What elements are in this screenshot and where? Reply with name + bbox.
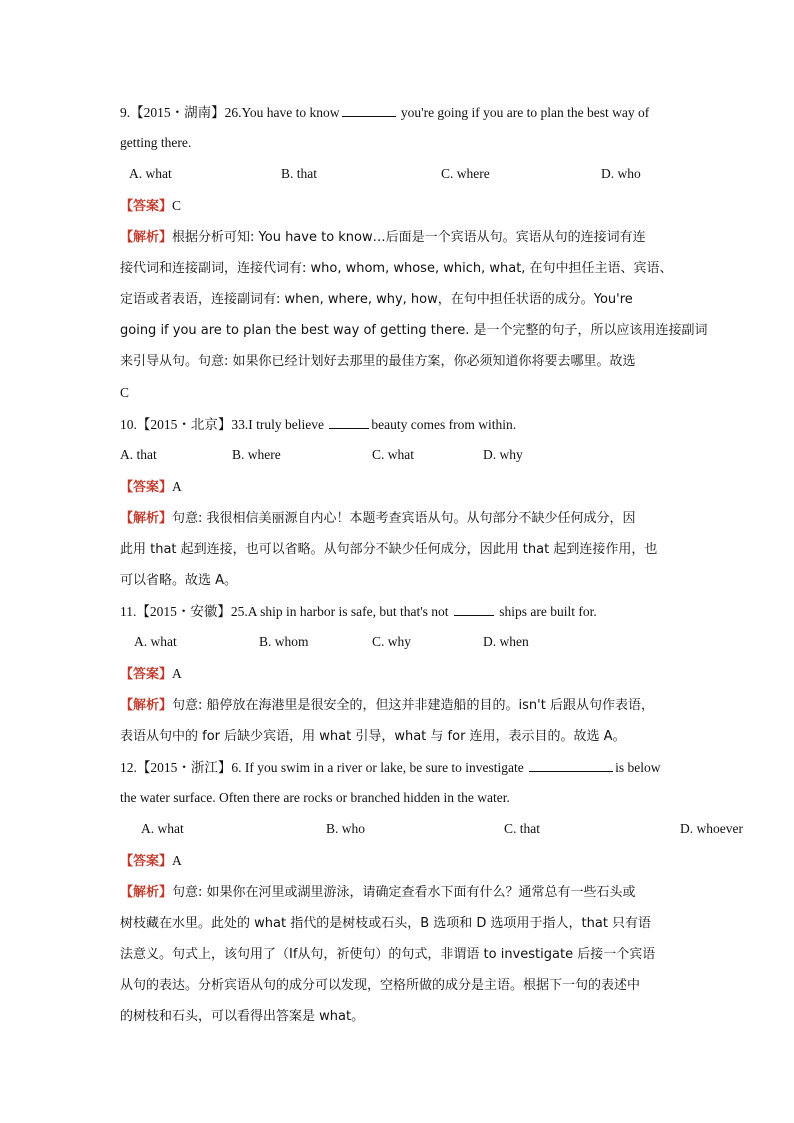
question-10-stem bbox=[120, 415, 680, 435]
answer-tag: 【答案】 bbox=[120, 667, 173, 682]
answer-value: A bbox=[172, 853, 182, 868]
question-9-stem-line2: getting there. bbox=[120, 135, 192, 150]
analysis-text: 句意: 如果你在河里或湖里游泳，请确定查看水下面有什么？通常总有一些石头或 bbox=[172, 885, 636, 900]
analysis-tag: 【解析】 bbox=[120, 230, 173, 245]
answer-value: C bbox=[172, 198, 182, 213]
question-9-tail: you're going if you are to plan the best way of bbox=[397, 105, 650, 120]
q11-option-a: A. what bbox=[134, 634, 177, 649]
q12-analysis-line: 的树枝和石头，可以看得出答案是 what。 bbox=[120, 1009, 365, 1024]
q9-answer bbox=[120, 196, 680, 217]
q9-option-d: D. who bbox=[601, 166, 641, 181]
analysis-text: 句意: 我很相信美丽源自内心！本题考查宾语从句。从句部分不缺少任何成分，因 bbox=[172, 511, 636, 526]
q12-analysis-line: 从句的表达。分析宾语从句的成分可以发现，空格所做的成分是主语。根据下一句的表述中 bbox=[120, 978, 641, 993]
answer-blank bbox=[342, 103, 396, 117]
q10-option-a: A. that bbox=[120, 447, 157, 462]
answer-tag: 【答案】 bbox=[120, 199, 173, 214]
q12-analysis-line bbox=[120, 883, 680, 903]
analysis-tag: 【解析】 bbox=[120, 511, 173, 526]
q10-analysis-line: 可以省略。故选 A。 bbox=[120, 573, 238, 588]
q10-analysis-line bbox=[120, 509, 680, 529]
question-12-stem bbox=[120, 758, 680, 778]
question-11-head: 11.【2015・安徽】25.A ship in harbor is safe, but that's not bbox=[120, 604, 449, 619]
q9-analysis-line: 定语或者表语，连接副词有: when, where, why, how，在句中担任状语的成分。You're bbox=[120, 292, 633, 307]
q9-analysis-line bbox=[120, 228, 680, 248]
answer-value: A bbox=[172, 666, 182, 681]
q11-option-b: B. whom bbox=[259, 634, 309, 649]
q10-option-d: D. why bbox=[483, 447, 523, 462]
answer-tag: 【答案】 bbox=[120, 854, 173, 869]
q10-analysis-line: 此用 that 起到连接，也可以省略。从句部分不缺少任何成分，因此用 that 起到连接作用，也 bbox=[120, 542, 658, 557]
analysis-tag: 【解析】 bbox=[120, 698, 173, 713]
q12-analysis-line: 法意义。句式上，该句用了（If从句，祈使句）的句式，非谓语 to investigate 后接一个宾语 bbox=[120, 947, 656, 962]
question-11-stem bbox=[120, 602, 680, 622]
q11-analysis-line: 表语从句中的 for 后缺少宾语，用 what 引导，what 与 for 连用，表示目的。故选 A。 bbox=[120, 729, 626, 744]
question-9-stem bbox=[120, 103, 680, 123]
q10-answer bbox=[120, 477, 680, 498]
q12-answer bbox=[120, 851, 680, 872]
q9-option-c: C. where bbox=[441, 166, 490, 181]
question-9-head: 9.【2015・湖南】26.You have to know bbox=[120, 105, 340, 120]
analysis-text: 根据分析可知: You have to know…后面是一个宾语从句。宾语从句的连接词有连 bbox=[172, 230, 646, 245]
q11-option-c: C. why bbox=[372, 634, 412, 649]
answer-blank bbox=[454, 602, 494, 616]
q12-option-a: A. what bbox=[141, 821, 184, 836]
q10-option-b: B. where bbox=[232, 447, 281, 462]
question-12-head: 12.【2015・浙江】6. If you swim in a river or lake, be sure to investigate bbox=[120, 760, 524, 775]
q9-analysis-line: C bbox=[120, 385, 130, 400]
q12-analysis-line: 树枝藏在水里。此处的 what 指代的是树枝或石头，B 选项和 D 选项用于指人，that 只有语 bbox=[120, 916, 652, 931]
answer-blank bbox=[329, 415, 369, 429]
q9-option-a: A. what bbox=[129, 166, 172, 181]
answer-tag: 【答案】 bbox=[120, 480, 173, 495]
analysis-tag: 【解析】 bbox=[120, 885, 173, 900]
question-12-stem-line2: the water surface. Often there are rocks or branched hidden in the water. bbox=[120, 790, 510, 805]
q11-option-d: D. when bbox=[483, 634, 529, 649]
question-10-head: 10.【2015・北京】33.I truly believe bbox=[120, 417, 324, 432]
question-10-tail: beauty comes from within. bbox=[371, 417, 517, 432]
q10-option-c: C. what bbox=[372, 447, 414, 462]
q9-analysis-line: 接代词和连接副词，连接代词有: who, whom, whose, which, what, 在句中担任主语、宾语、 bbox=[120, 261, 673, 276]
answer-value: A bbox=[172, 479, 182, 494]
answer-blank bbox=[529, 758, 613, 772]
question-12-tail: is below bbox=[615, 760, 661, 775]
question-11-tail: ships are built for. bbox=[495, 604, 597, 619]
q9-option-b: B. that bbox=[281, 166, 317, 181]
q12-option-b: B. who bbox=[326, 821, 366, 836]
q9-analysis-line: 来引导从句。句意: 如果你已经计划好去那里的最佳方案，你必须知道你将要去哪里。故选 bbox=[120, 354, 636, 369]
q11-analysis-line bbox=[120, 696, 680, 716]
analysis-text: 句意: 船停放在海港里是很安全的，但这并非建造船的目的。isn't 后跟从句作表语， bbox=[172, 698, 654, 713]
q12-option-c: C. that bbox=[504, 821, 540, 836]
q9-analysis-line: going if you are to plan the best way of getting there. 是一个完整的句子，所以应该用连接副词 bbox=[120, 323, 708, 338]
q12-option-d: D. whoever bbox=[680, 821, 743, 836]
q11-answer bbox=[120, 664, 680, 685]
